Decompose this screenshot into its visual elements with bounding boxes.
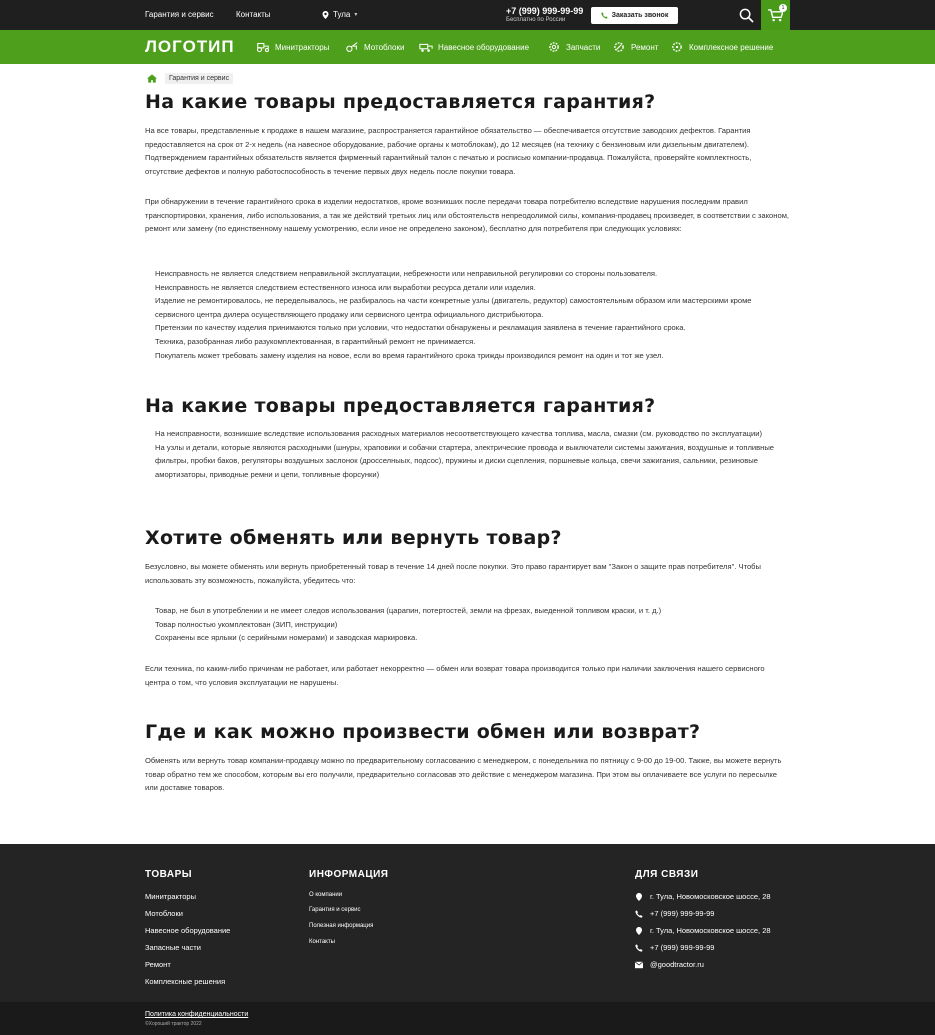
nav-item-minitractors[interactable]	[256, 41, 329, 53]
callback-label: Заказать звонок	[611, 12, 669, 19]
footer-link[interactable]: О компании	[309, 892, 343, 898]
return-conditions-list	[155, 604, 790, 645]
nav-label: Запчасти	[566, 42, 601, 52]
footer-link[interactable]: Контакты	[309, 939, 335, 945]
footer-phone[interactable]	[635, 943, 714, 952]
map-marker-icon	[635, 927, 643, 935]
tractor-icon	[256, 41, 270, 53]
top-link-warranty[interactable]: Гарантия и сервис	[145, 10, 214, 19]
nav-item-motoblocks[interactable]	[345, 41, 404, 53]
footer-heading-contacts: ДЛЯ СВЯЗИ	[635, 869, 699, 880]
list-item: Товар полностью укомплектован (ЗИП, инструкции)	[155, 619, 338, 629]
contact-text: г. Тула, Новомосковское шоссе, 28	[650, 926, 771, 935]
nav-label: Комплексное решение	[689, 42, 774, 52]
list-item: Товар, не был в употреблении и не имеет следов использования (царапин, потертостей, земли на фрезах, выеденной топливом краски, и т. д.)	[155, 606, 662, 615]
list-item: Изделие не ремонтировалось, не переделывалось, не разбиралось на части конкретные узлы (двигатель, редуктор) самостоятельным образом или мастерскими кроме сервисного центра дилера осуществляющего продажу или сервисного центра официального дистрибьютора.	[155, 296, 752, 319]
callback-button[interactable]	[591, 7, 678, 24]
contact-text: г. Тула, Новомосковское шоссе, 28	[650, 892, 771, 901]
phone-icon	[601, 12, 608, 19]
copyright: ©Хороший трактор 2022	[145, 1021, 202, 1027]
footer-link[interactable]: Комплексные решения	[145, 977, 226, 986]
nav-item-parts[interactable]	[547, 41, 600, 53]
nav-item-repair[interactable]	[612, 41, 658, 53]
paragraph: На все товары, представленные к продаже в нашем магазине, распространяется гарантийное обязательство — обеспечивается отсутствие заводских дефектов. Гарантия предоставляется на срок от 2-х недель (на навесное оборудование, рабочие органы к мотоблокам), до 12 месяцев (на технику с бензиновым или дизельным двигателем). Подтверждением гарантийных обязательств является фирменный гарантийный талон с печатью и росписью компании-продавца. Пожалуйста, проверяйте комплектность, отсутствие дефектов и полную работоспособность в течение первых двух недель после покупки товара.	[145, 126, 752, 176]
map-marker-icon	[635, 893, 643, 901]
list-item: Покупатель может требовать замену изделия на новое, если во время гарантийного срока трижды производился ремонт на один и тот же узел.	[155, 350, 664, 360]
section-title-return: Хотите обменять или вернуть товар?	[145, 527, 562, 549]
paragraph: Безусловно, вы можете обменять или вернуть приобретенный товар в течение 14 дней после покупки. Это право гарантирует вам "Закон о защите прав потребителя". Чтобы использовать эту возможность, пожалуйста, убедитесь что:	[145, 562, 761, 585]
wrench-gear-icon	[612, 41, 626, 53]
paragraph: При обнаружении в течение гарантийного срока в изделии недостатков, кроме возникших после передачи товара потребителю вследствие нарушения последним правил транспортировки, хранения, либо использования, а так же действий третьих лиц или обстоятельств непреодолимой силы, компания-продавец произведет, в соответствии с законом, ремонт или замену (по единственному нашему усмотрению, если иное не определено законом), бесплатно для потребителя при следующих условиях:	[145, 197, 790, 234]
list-item: На неисправности, возникшие вследствие использования расходных материалов несоответствующего качества топлива, масла, смазки (см. руководство по эксплуатации)	[155, 429, 763, 438]
section-title-exchange: Где и как можно произвести обмен или возврат?	[145, 721, 701, 743]
motoblock-icon	[345, 41, 359, 53]
nav-item-attachments[interactable]	[419, 41, 529, 53]
privacy-policy-link[interactable]: Политика конфиденциальности	[145, 1011, 249, 1018]
footer-heading-info: ИНФОРМАЦИЯ	[309, 869, 389, 880]
phone-subtitle: Бесплатно по России	[506, 17, 566, 23]
list-item: На узлы и детали, которые являются расходными (шнуры, храповики и собачки стартера, электрические провода и выключатели системы зажигания, воздушные и топливные фильтры, пробки баков, регуляторы воздушных заслонок (дросселныых, подсос), пружины и диски сцепления, поршневые кольца, свечи зажигания, сальники, резиновые амортизаторы, приводные ремни и цепи, топливные форсунки)	[155, 442, 775, 479]
chevron-down-icon: ▾	[354, 12, 358, 18]
header-phone[interactable]	[506, 6, 583, 23]
warranty-conditions-list	[155, 267, 790, 362]
nav-label: Мотоблоки	[364, 42, 405, 52]
breadcrumb	[147, 73, 233, 84]
top-bar	[0, 0, 935, 30]
search-icon	[739, 8, 754, 23]
section-title-warranty: На какие товары предоставляется гарантия?	[145, 91, 656, 113]
cog-icon	[670, 41, 684, 53]
footer-link[interactable]: Мотоблоки	[145, 909, 183, 918]
contact-text: +7 (999) 999-99-99	[650, 909, 715, 918]
footer	[0, 844, 935, 1002]
phone-number: +7 (999) 999-99-99	[506, 6, 584, 16]
bottom-bar	[0, 1002, 935, 1035]
section-title-exclusions: На какие товары предоставляется гарантия?	[145, 395, 656, 417]
footer-phone[interactable]	[635, 909, 714, 918]
city-selector[interactable]	[322, 10, 357, 19]
home-icon[interactable]	[147, 74, 157, 83]
nav-item-complex[interactable]	[670, 41, 773, 53]
attachment-icon	[419, 41, 433, 53]
paragraph: Если техника, по каким-либо причинам не работает, или работает некорректно — обмен или возврат товара производится только при наличии заключения нашего сервисного центра о том, что условия эксплуатации не нарушены.	[145, 664, 765, 687]
footer-link[interactable]: Полезная информация	[309, 923, 374, 929]
footer-address[interactable]	[635, 926, 771, 935]
nav-label: Ремонт	[631, 42, 659, 52]
logo[interactable]: ЛОГОТИП	[145, 37, 235, 56]
list-item: Претензии по качеству изделия принимаются только при условии, что недостатки обнаружены и рекламация заявлена в течение гарантийного срока.	[155, 323, 686, 333]
list-item: Техника, разобранная либо разукомплектованная, в гарантийный ремонт не принимается.	[155, 336, 476, 346]
city-name: Тула	[333, 10, 351, 19]
list-item: Неисправность не является следствием естественного износа или выработки ресурса детали или изделия.	[155, 282, 536, 292]
top-link-contacts[interactable]: Контакты	[236, 10, 271, 19]
footer-link[interactable]: Ремонт	[145, 960, 171, 969]
breadcrumb-current: Гарантия и сервис	[165, 73, 233, 84]
gear-icon	[547, 41, 561, 53]
paragraph: Обменять или вернуть товар компании-продавцу можно по предварительному согласованию с менеджером, с понедельника по пятницу с 9-00 до 19-00. Также, вы можете вернуть товар обратно тем же способом, которым вы его получили, предварительно согласовав это действие с менеджером магазина. При этом вы оплачиваете все услуги по пересылке или доставке товаров.	[145, 756, 782, 793]
phone-icon	[635, 910, 643, 918]
envelope-icon	[635, 961, 643, 969]
footer-email[interactable]	[635, 960, 704, 969]
contact-text: @goodtractor.ru	[650, 960, 704, 969]
search-button[interactable]	[731, 0, 761, 30]
cart-button[interactable]	[761, 0, 790, 30]
contact-text: +7 (999) 999-99-99	[650, 943, 715, 952]
footer-link[interactable]: Минитракторы	[145, 892, 196, 901]
footer-link[interactable]: Запасные части	[145, 943, 201, 952]
main-nav	[0, 30, 935, 64]
nav-label: Навесное оборудование	[438, 42, 530, 52]
list-item: Неисправность не является следствием неправильной эксплуатации, небрежности или неправильной регулировки со стороны пользователя.	[155, 269, 658, 278]
exclusions-list	[155, 427, 790, 481]
list-item: Сохранены все ярлыки (с серийными номерами) и заводская маркировка.	[155, 633, 418, 643]
phone-icon	[635, 944, 643, 952]
nav-label: Минитракторы	[275, 42, 330, 52]
footer-heading-products: ТОВАРЫ	[145, 869, 193, 880]
footer-link[interactable]: Навесное оборудование	[145, 926, 231, 935]
footer-link[interactable]: Гарантия и сервис	[309, 907, 361, 913]
cart-count-badge: 1	[779, 4, 787, 12]
map-marker-icon	[322, 11, 329, 19]
footer-address[interactable]	[635, 892, 771, 901]
